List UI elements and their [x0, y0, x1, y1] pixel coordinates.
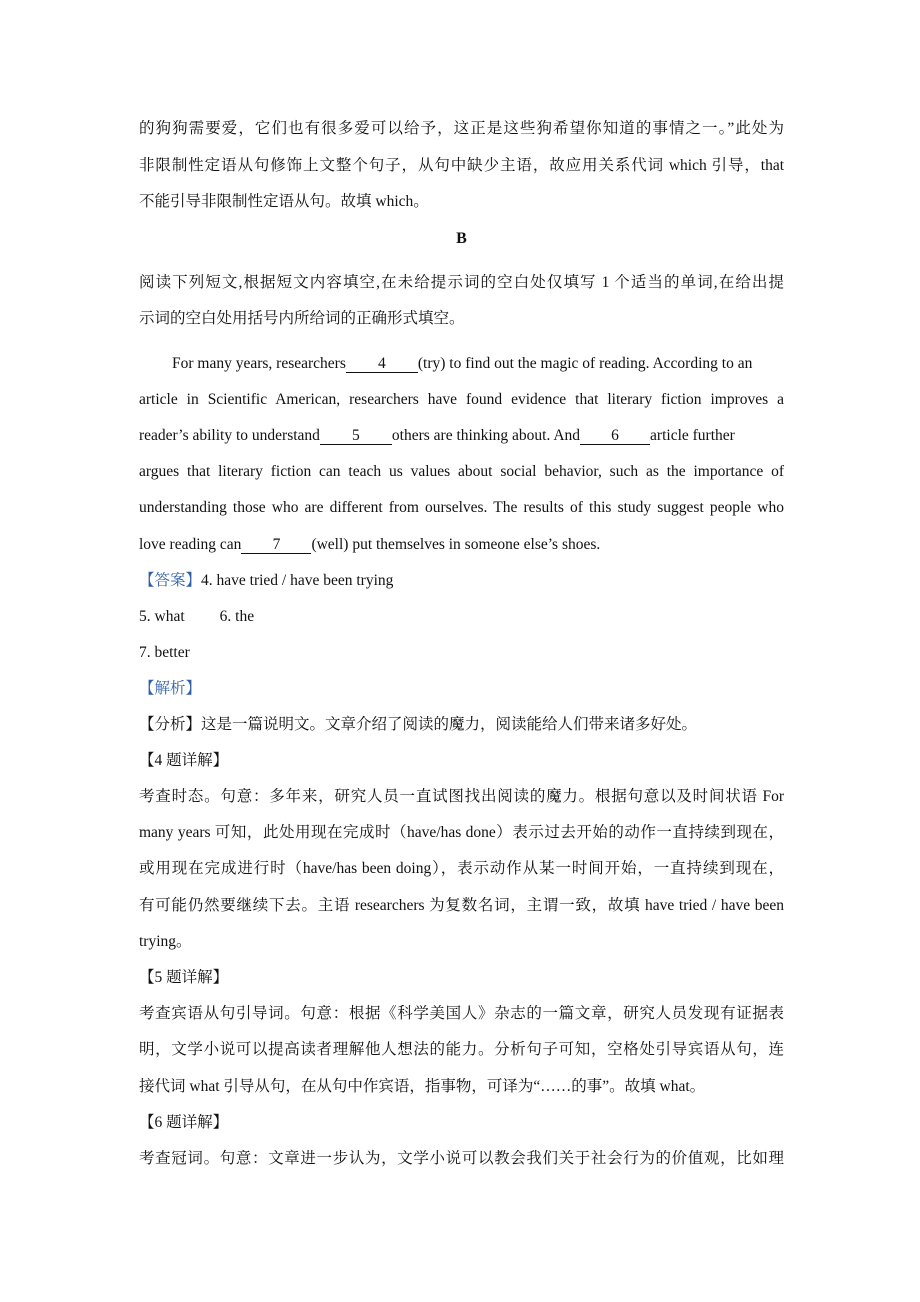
analysis-summary: 【分析】这是一篇说明文。文章介绍了阅读的魔力，阅读能给人们带来诸多好处。	[139, 716, 698, 733]
analysis-tag: 【解析】	[139, 680, 202, 697]
passage-line-4: argues that literary fiction can teach us values about social behavior, such as the importance of	[139, 463, 784, 480]
blank-5: 5	[320, 427, 392, 445]
passage-text: others are thinking about. And	[391, 427, 581, 444]
q5-heading: 【5 题详解】	[139, 969, 229, 986]
passage-text: (try) to find out the magic of reading. According to an	[417, 355, 753, 372]
passage-line-3	[139, 426, 784, 446]
passage-text: (well) put themselves in someone else’s shoes.	[311, 536, 601, 553]
passage-line-2: article in Scientific American, researchers have found evidence that literary fiction improves a	[139, 391, 784, 408]
blank-6: 6	[580, 427, 650, 445]
q5-line-2: 明，文学小说可以提高读者理解他人想法的能力。分析句子可知，空格处引导宾语从句，连	[139, 1041, 784, 1058]
q6-heading: 【6 题详解】	[139, 1114, 229, 1131]
answer-tag: 【答案】	[139, 572, 202, 589]
answer-5: 5. what	[139, 608, 185, 625]
intro-line-2: 非限制性定语从句修饰上文整个句子，从句中缺少主语，故应用关系代词 which 引导，that	[139, 157, 784, 174]
passage-line-6	[139, 535, 784, 555]
q4-line-5: trying。	[139, 933, 192, 950]
answer-7: 7. better	[139, 644, 190, 661]
q4-line-1: 考查时态。句意：多年来，研究人员一直试图找出阅读的魔力。根据句意以及时间状语 For	[139, 788, 784, 805]
passage-text: For many years, researchers	[172, 355, 346, 372]
passage-text: love reading can	[139, 536, 242, 553]
q5-line-3: 接代词 what 引导从句，在从句中作宾语，指事物，可译为“……的事”。故填 what。	[139, 1078, 706, 1095]
passage-text: article further	[650, 427, 735, 444]
section-title: B	[456, 230, 467, 247]
q5-line-1: 考查宾语从句引导词。句意：根据《科学美国人》杂志的一篇文章，研究人员发现有证据表	[139, 1005, 784, 1022]
blank-7: 7	[241, 536, 311, 554]
q4-line-4: 有可能仍然要继续下去。主语 researchers 为复数名词，主谓一致，故填 have tried / have been	[139, 897, 784, 914]
passage-text: reader’s ability to understand	[139, 427, 320, 444]
instructions-line-1: 阅读下列短文,根据短文内容填空,在未给提示词的空白处仅填写 1 个适当的单词,在给出提	[139, 274, 784, 291]
blank-4: 4	[346, 355, 418, 373]
answer-line-2	[139, 607, 784, 627]
intro-line-3: 不能引导非限制性定语从句。故填 which。	[139, 193, 429, 210]
answer-6: 6. the	[219, 608, 255, 625]
passage-line-5: understanding those who are different from ourselves. The results of this study suggest people who	[139, 499, 784, 516]
q6-line-1: 考查冠词。句意：文章进一步认为，文学小说可以教会我们关于社会行为的价值观，比如理	[139, 1150, 784, 1167]
answer-4: 4. have tried / have been trying	[201, 572, 394, 589]
q4-line-2: many years 可知，此处用现在完成时（have/has done）表示过去开始的动作一直持续到现在，	[139, 824, 784, 841]
instructions-line-2: 示词的空白处用括号内所给词的正确形式填空。	[139, 310, 465, 327]
q4-line-3: 或用现在完成进行时（have/has been doing），表示动作从某一时间开始，一直持续到现在，	[139, 860, 784, 877]
intro-line-1: 的狗狗需要爱，它们也有很多爱可以给予，这正是这些狗希望你知道的事情之一。”此处为	[139, 120, 784, 137]
answer-line	[139, 571, 784, 591]
q4-heading: 【4 题详解】	[139, 752, 229, 769]
passage-line-1	[172, 354, 784, 374]
